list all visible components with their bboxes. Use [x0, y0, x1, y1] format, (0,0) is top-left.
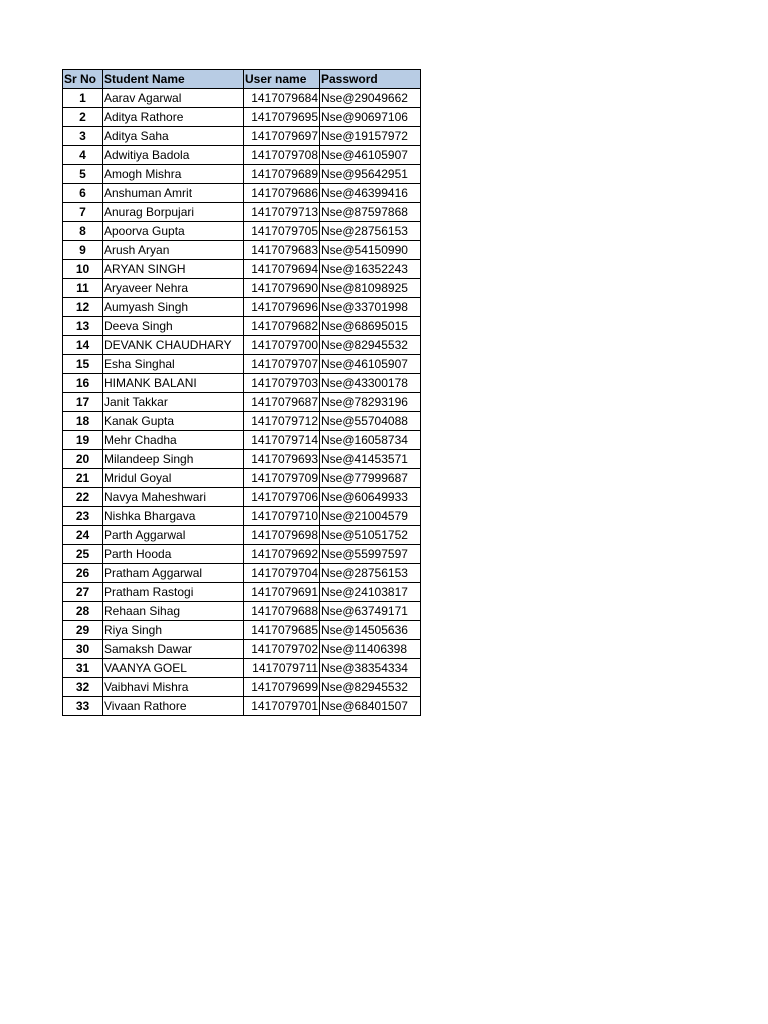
student-name-cell: Mridul Goyal [103, 469, 244, 488]
password-cell: Nse@41453571 [320, 450, 421, 469]
header-sr-no: Sr No [63, 70, 103, 89]
password-cell: Nse@16352243 [320, 260, 421, 279]
user-name-cell: 1417079707 [244, 355, 320, 374]
user-name-cell: 1417079683 [244, 241, 320, 260]
table-row [63, 431, 421, 450]
student-name-cell: Parth Aggarwal [103, 526, 244, 545]
user-name-cell: 1417079713 [244, 203, 320, 222]
user-name-cell: 1417079690 [244, 279, 320, 298]
sr-no-cell: 15 [63, 355, 103, 374]
password-cell: Nse@24103817 [320, 583, 421, 602]
table-row [63, 412, 421, 431]
student-name-cell: Esha Singhal [103, 355, 244, 374]
sr-no-cell: 6 [63, 184, 103, 203]
student-name-cell: Adwitiya Badola [103, 146, 244, 165]
sr-no-cell: 14 [63, 336, 103, 355]
user-name-cell: 1417079702 [244, 640, 320, 659]
sr-no-cell: 7 [63, 203, 103, 222]
user-name-cell: 1417079698 [244, 526, 320, 545]
password-cell: Nse@51051752 [320, 526, 421, 545]
student-name-cell: Arush Aryan [103, 241, 244, 260]
user-name-cell: 1417079689 [244, 165, 320, 184]
table-row [63, 165, 421, 184]
sr-no-cell: 18 [63, 412, 103, 431]
student-name-cell: Parth Hooda [103, 545, 244, 564]
sr-no-cell: 31 [63, 659, 103, 678]
user-name-cell: 1417079708 [244, 146, 320, 165]
table-row [63, 602, 421, 621]
student-name-cell: Aditya Saha [103, 127, 244, 146]
table-row [63, 659, 421, 678]
student-name-cell: Rehaan Sihag [103, 602, 244, 621]
student-name-cell: Aumyash Singh [103, 298, 244, 317]
sr-no-cell: 24 [63, 526, 103, 545]
table-row [63, 241, 421, 260]
sr-no-cell: 21 [63, 469, 103, 488]
student-name-cell: Riya Singh [103, 621, 244, 640]
password-cell: Nse@38354334 [320, 659, 421, 678]
student-name-cell: Apoorva Gupta [103, 222, 244, 241]
student-name-cell: ARYAN SINGH [103, 260, 244, 279]
sr-no-cell: 10 [63, 260, 103, 279]
password-cell: Nse@90697106 [320, 108, 421, 127]
user-name-cell: 1417079684 [244, 89, 320, 108]
student-name-cell: Janit Takkar [103, 393, 244, 412]
password-cell: Nse@16058734 [320, 431, 421, 450]
student-name-cell: Aryaveer Nehra [103, 279, 244, 298]
user-name-cell: 1417079699 [244, 678, 320, 697]
student-name-cell: Pratham Aggarwal [103, 564, 244, 583]
user-name-cell: 1417079704 [244, 564, 320, 583]
student-name-cell: Aditya Rathore [103, 108, 244, 127]
user-name-cell: 1417079694 [244, 260, 320, 279]
sr-no-cell: 4 [63, 146, 103, 165]
student-name-cell: Vivaan Rathore [103, 697, 244, 716]
table-row [63, 203, 421, 222]
sr-no-cell: 28 [63, 602, 103, 621]
user-name-cell: 1417079709 [244, 469, 320, 488]
student-name-cell: Mehr Chadha [103, 431, 244, 450]
password-cell: Nse@60649933 [320, 488, 421, 507]
table-body [63, 89, 421, 716]
table-row [63, 488, 421, 507]
user-name-cell: 1417079688 [244, 602, 320, 621]
password-cell: Nse@29049662 [320, 89, 421, 108]
student-name-cell: Aarav Agarwal [103, 89, 244, 108]
sr-no-cell: 25 [63, 545, 103, 564]
table-row [63, 526, 421, 545]
student-name-cell: Vaibhavi Mishra [103, 678, 244, 697]
user-name-cell: 1417079687 [244, 393, 320, 412]
sr-no-cell: 12 [63, 298, 103, 317]
table-header-row [63, 70, 421, 89]
table-row [63, 507, 421, 526]
user-name-cell: 1417079706 [244, 488, 320, 507]
header-user-name: User name [244, 70, 320, 89]
password-cell: Nse@55997597 [320, 545, 421, 564]
table-row [63, 184, 421, 203]
table-row [63, 146, 421, 165]
header-student-name: Student Name [103, 70, 244, 89]
password-cell: Nse@28756153 [320, 564, 421, 583]
password-cell: Nse@63749171 [320, 602, 421, 621]
sr-no-cell: 20 [63, 450, 103, 469]
table-row [63, 697, 421, 716]
student-credentials-table [62, 69, 421, 716]
password-cell: Nse@46399416 [320, 184, 421, 203]
password-cell: Nse@43300178 [320, 374, 421, 393]
sr-no-cell: 5 [63, 165, 103, 184]
sr-no-cell: 26 [63, 564, 103, 583]
password-cell: Nse@14505636 [320, 621, 421, 640]
table-row [63, 355, 421, 374]
sr-no-cell: 17 [63, 393, 103, 412]
sr-no-cell: 19 [63, 431, 103, 450]
sr-no-cell: 13 [63, 317, 103, 336]
student-name-cell: VAANYA GOEL [103, 659, 244, 678]
sr-no-cell: 1 [63, 89, 103, 108]
user-name-cell: 1417079692 [244, 545, 320, 564]
sr-no-cell: 23 [63, 507, 103, 526]
sr-no-cell: 3 [63, 127, 103, 146]
user-name-cell: 1417079693 [244, 450, 320, 469]
password-cell: Nse@68695015 [320, 317, 421, 336]
password-cell: Nse@46105907 [320, 355, 421, 374]
user-name-cell: 1417079701 [244, 697, 320, 716]
user-name-cell: 1417079700 [244, 336, 320, 355]
password-cell: Nse@81098925 [320, 279, 421, 298]
table-row [63, 640, 421, 659]
password-cell: Nse@87597868 [320, 203, 421, 222]
user-name-cell: 1417079696 [244, 298, 320, 317]
password-cell: Nse@54150990 [320, 241, 421, 260]
student-name-cell: Nishka Bhargava [103, 507, 244, 526]
table-row [63, 374, 421, 393]
table-row [63, 108, 421, 127]
sr-no-cell: 11 [63, 279, 103, 298]
password-cell: Nse@33701998 [320, 298, 421, 317]
user-name-cell: 1417079714 [244, 431, 320, 450]
user-name-cell: 1417079705 [244, 222, 320, 241]
student-name-cell: Kanak Gupta [103, 412, 244, 431]
sr-no-cell: 30 [63, 640, 103, 659]
user-name-cell: 1417079712 [244, 412, 320, 431]
sr-no-cell: 32 [63, 678, 103, 697]
password-cell: Nse@68401507 [320, 697, 421, 716]
password-cell: Nse@46105907 [320, 146, 421, 165]
user-name-cell: 1417079691 [244, 583, 320, 602]
table-row [63, 298, 421, 317]
table-row [63, 545, 421, 564]
student-name-cell: Amogh Mishra [103, 165, 244, 184]
student-name-cell: DEVANK CHAUDHARY [103, 336, 244, 355]
table-row [63, 89, 421, 108]
sr-no-cell: 22 [63, 488, 103, 507]
sr-no-cell: 16 [63, 374, 103, 393]
password-cell: Nse@11406398 [320, 640, 421, 659]
student-name-cell: Deeva Singh [103, 317, 244, 336]
table-row [63, 450, 421, 469]
table-row [63, 279, 421, 298]
table-row [63, 336, 421, 355]
password-cell: Nse@82945532 [320, 336, 421, 355]
sr-no-cell: 9 [63, 241, 103, 260]
header-password: Password [320, 70, 421, 89]
student-name-cell: Milandeep Singh [103, 450, 244, 469]
user-name-cell: 1417079697 [244, 127, 320, 146]
table-row [63, 317, 421, 336]
password-cell: Nse@77999687 [320, 469, 421, 488]
password-cell: Nse@95642951 [320, 165, 421, 184]
sr-no-cell: 33 [63, 697, 103, 716]
table-row [63, 127, 421, 146]
student-name-cell: HIMANK BALANI [103, 374, 244, 393]
table-row [63, 583, 421, 602]
table-row [63, 678, 421, 697]
student-name-cell: Navya Maheshwari [103, 488, 244, 507]
password-cell: Nse@28756153 [320, 222, 421, 241]
user-name-cell: 1417079685 [244, 621, 320, 640]
table-row [63, 222, 421, 241]
user-name-cell: 1417079686 [244, 184, 320, 203]
password-cell: Nse@82945532 [320, 678, 421, 697]
password-cell: Nse@19157972 [320, 127, 421, 146]
table-row [63, 564, 421, 583]
table-row [63, 469, 421, 488]
table-row [63, 260, 421, 279]
password-cell: Nse@21004579 [320, 507, 421, 526]
student-name-cell: Anurag Borpujari [103, 203, 244, 222]
student-name-cell: Samaksh Dawar [103, 640, 244, 659]
user-name-cell: 1417079711 [244, 659, 320, 678]
password-cell: Nse@55704088 [320, 412, 421, 431]
user-name-cell: 1417079703 [244, 374, 320, 393]
table-row [63, 621, 421, 640]
user-name-cell: 1417079695 [244, 108, 320, 127]
user-name-cell: 1417079682 [244, 317, 320, 336]
spreadsheet-page [62, 69, 421, 716]
user-name-cell: 1417079710 [244, 507, 320, 526]
student-name-cell: Pratham Rastogi [103, 583, 244, 602]
sr-no-cell: 27 [63, 583, 103, 602]
sr-no-cell: 29 [63, 621, 103, 640]
student-name-cell: Anshuman Amrit [103, 184, 244, 203]
sr-no-cell: 2 [63, 108, 103, 127]
table-row [63, 393, 421, 412]
password-cell: Nse@78293196 [320, 393, 421, 412]
sr-no-cell: 8 [63, 222, 103, 241]
